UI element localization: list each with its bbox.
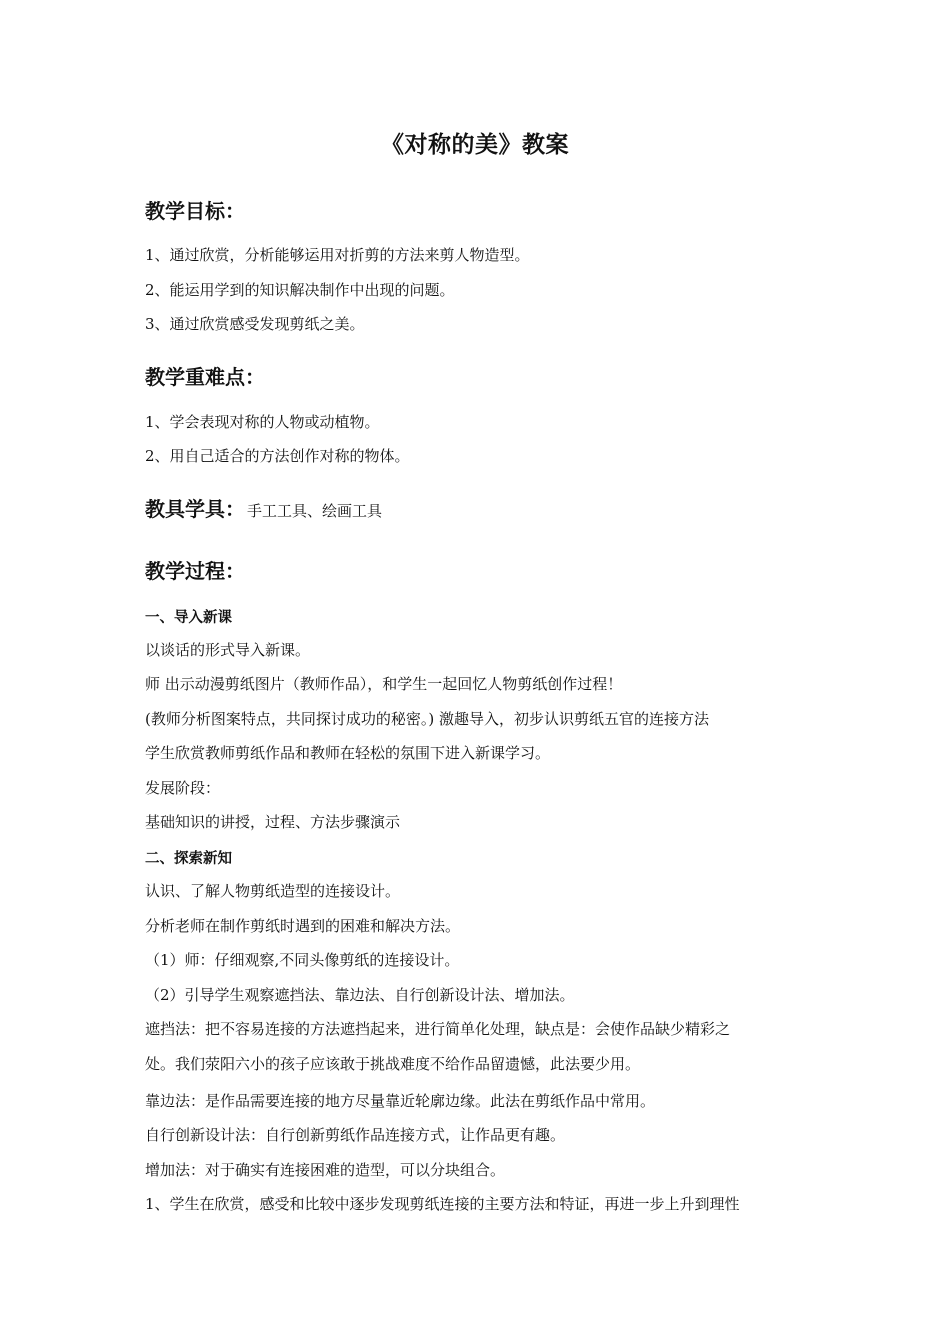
part1-line: (教师分析图案特点，共同探讨成功的秘密。) 激趣导入，初步认识剪纸五官的连接方法: [145, 710, 709, 728]
tools-value: 手工工具、绘画工具: [247, 502, 383, 520]
part2-line: 1、学生在欣赏，感受和比较中逐步发现剪纸连接的主要方法和特证，再进一步上升到理性: [145, 1195, 740, 1213]
process-heading: 教学过程：: [145, 559, 245, 583]
key-point-item: 2、用自己适合的方法创作对称的物体。: [145, 447, 410, 465]
part1-line: 师 出示动漫剪纸图片（教师作品），和学生一起回忆人物剪纸创作过程！: [145, 675, 623, 693]
part2-line: （2）引导学生观察遮挡法、靠边法、自行创新设计法、增加法。: [145, 986, 575, 1004]
part2-line: 增加法：对于确实有连接困难的造型，可以分块组合。: [145, 1161, 506, 1179]
part2-line: （1）师：仔细观察,不同头像剪纸的连接设计。: [145, 951, 460, 969]
part2-line: 处。我们荥阳六小的孩子应该敢于挑战难度不给作品留遗憾，此法要少用。: [145, 1055, 641, 1073]
tools-heading: 教具学具：: [145, 497, 245, 521]
objective-item: 2、能运用学到的知识解决制作中出现的问题。: [145, 281, 455, 299]
part1-line: 基础知识的讲授，过程、方法步骤演示: [145, 813, 401, 831]
part2-line: 遮挡法：把不容易连接的方法遮挡起来，进行简单化处理，缺点是：会使作品缺少精彩之: [145, 1020, 731, 1038]
key-point-item: 1、学会表现对称的人物或动植物。: [145, 413, 380, 431]
part2-line: 分析老师在制作剪纸时遇到的困难和解决方法。: [145, 917, 461, 935]
part2-line: 认识、了解人物剪纸造型的连接设计。: [145, 882, 401, 900]
part2-line: 自行创新设计法：自行创新剪纸作品连接方式，让作品更有趣。: [145, 1126, 566, 1144]
part1-heading: 一、导入新课: [145, 610, 232, 626]
objective-item: 1、通过欣赏，分析能够运用对折剪的方法来剪人物造型。: [145, 246, 530, 264]
objectives-heading: 教学目标：: [145, 199, 245, 223]
part1-line: 发展阶段：: [145, 779, 221, 797]
tools-row: [145, 493, 382, 522]
part1-line: 学生欣赏教师剪纸作品和教师在轻松的氛围下进入新课学习。: [145, 744, 551, 762]
part1-line: 以谈话的形式导入新课。: [145, 641, 311, 659]
key-points-heading: 教学重难点：: [145, 365, 265, 389]
part2-heading: 二、探索新知: [145, 851, 232, 867]
objective-item: 3、通过欣赏感受发现剪纸之美。: [145, 315, 365, 333]
part2-line: 靠边法：是作品需要连接的地方尽量靠近轮廓边缘。此法在剪纸作品中常用。: [145, 1092, 656, 1110]
document-title: 《对称的美》教案: [381, 132, 569, 158]
